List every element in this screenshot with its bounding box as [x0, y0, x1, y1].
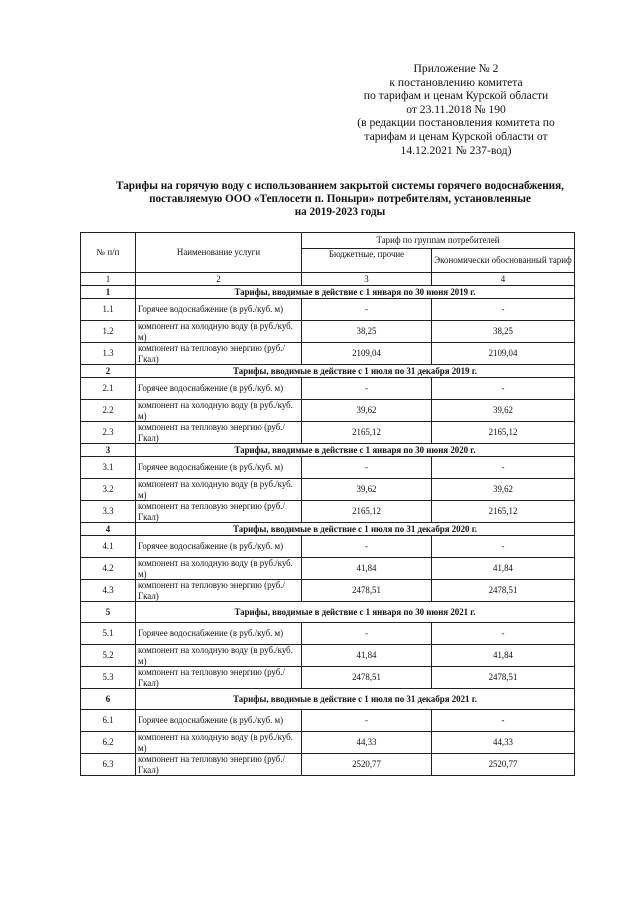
section-number: 1 — [81, 286, 136, 299]
table-row — [81, 422, 575, 444]
budget-other-value: 39,62 — [302, 400, 432, 422]
row-number: 2.2 — [81, 400, 136, 422]
section-title: Тарифы, вводимые в действие с 1 января по 30 июня 2020 г. — [136, 444, 575, 457]
table-row — [81, 710, 575, 732]
table-row — [81, 754, 575, 776]
row-number: 1.2 — [81, 321, 136, 343]
economic-tariff-value: - — [432, 710, 575, 732]
service-name: компонент на холодную воду (в руб./куб. м) — [136, 558, 302, 580]
service-name: компонент на тепловую энергию (руб./Гкал) — [136, 667, 302, 689]
budget-other-value: 2109,04 — [302, 343, 432, 365]
section-title: Тарифы, вводимые в действие с 1 января по 30 июня 2019 г. — [136, 286, 575, 299]
row-number: 3.3 — [81, 501, 136, 523]
row-number: 5.1 — [81, 623, 136, 645]
row-number: 4.2 — [81, 558, 136, 580]
row-number: 1.1 — [81, 299, 136, 321]
budget-other-value: 39,62 — [302, 479, 432, 501]
economic-tariff-value: 2165,12 — [432, 422, 575, 444]
economic-tariff-value: 41,84 — [432, 558, 575, 580]
column-index: 1 — [81, 273, 136, 286]
section-number: 5 — [81, 602, 136, 623]
section-title: Тарифы, вводимые в действие с 1 июля по 31 декабря 2021 г. — [136, 689, 575, 710]
economic-tariff-value: - — [432, 299, 575, 321]
budget-other-value: 2165,12 — [302, 501, 432, 523]
service-name: компонент на тепловую энергию (руб./Гкал) — [136, 754, 302, 776]
economic-tariff-value: - — [432, 536, 575, 558]
economic-tariff-value: 41,84 — [432, 645, 575, 667]
section-row — [81, 689, 575, 710]
budget-other-value: 44,33 — [302, 732, 432, 754]
service-name: компонент на холодную воду (в руб./куб. м) — [136, 479, 302, 501]
section-row — [81, 602, 575, 623]
appendix-line: Приложение № 2 — [413, 62, 499, 75]
row-number: 6.2 — [81, 732, 136, 754]
table-row — [81, 645, 575, 667]
economic-tariff-value: 2478,51 — [432, 667, 575, 689]
service-name: компонент на холодную воду (в руб./куб. м) — [136, 321, 302, 343]
tariff-table — [80, 232, 575, 776]
service-name: компонент на холодную воду (в руб./куб. м) — [136, 645, 302, 667]
service-name: компонент на холодную воду (в руб./куб. м) — [136, 732, 302, 754]
row-number: 4.3 — [81, 580, 136, 602]
economic-tariff-value: 2109,04 — [432, 343, 575, 365]
table-row — [81, 558, 575, 580]
section-title: Тарифы, вводимые в действие с 1 июля по 31 декабря 2020 г. — [136, 523, 575, 536]
table-row — [81, 400, 575, 422]
document-title — [60, 180, 620, 219]
section-row — [81, 444, 575, 457]
appendix-line: от 23.11.2018 № 190 — [406, 102, 506, 116]
table-row — [81, 299, 575, 321]
budget-other-value: - — [302, 378, 432, 400]
table-row — [81, 667, 575, 689]
table-row — [81, 580, 575, 602]
table-row — [81, 457, 575, 479]
service-name: компонент на тепловую энергию (руб./Гкал) — [136, 343, 302, 365]
budget-other-value: - — [302, 710, 432, 732]
service-name: компонент на тепловую энергию (руб./Гкал) — [136, 422, 302, 444]
table-row — [81, 378, 575, 400]
row-number: 3.1 — [81, 457, 136, 479]
economic-tariff-value: 39,62 — [432, 400, 575, 422]
economic-tariff-value: 39,62 — [432, 479, 575, 501]
economic-tariff-value: 2478,51 — [432, 580, 575, 602]
budget-other-value: - — [302, 299, 432, 321]
appendix-line: по тарифам и ценам Курской области — [363, 89, 549, 103]
row-number: 6.1 — [81, 710, 136, 732]
budget-other-value: - — [302, 623, 432, 645]
table-row — [81, 536, 575, 558]
column-index: 4 — [432, 273, 575, 286]
service-name: Горячее водоснабжение (в руб./куб. м) — [136, 457, 302, 479]
title-line: на 2019-2023 годы — [294, 206, 386, 218]
column-index: 3 — [302, 273, 432, 286]
row-number: 1.3 — [81, 343, 136, 365]
budget-other-value: 2478,51 — [302, 580, 432, 602]
service-name: компонент на тепловую энергию (руб./Гкал) — [136, 501, 302, 523]
appendix-block — [330, 62, 582, 157]
economic-tariff-value: - — [432, 623, 575, 645]
column-index: 2 — [136, 273, 302, 286]
section-row — [81, 365, 575, 378]
economic-tariff-value: 44,33 — [432, 732, 575, 754]
title-line: Тарифы на горячую воду с использованием закрытой системы горячего водоснабжения, — [116, 180, 564, 192]
economic-tariff-value: 2520,77 — [432, 754, 575, 776]
header-num: № п/п — [81, 233, 136, 273]
tariff-table-body — [81, 286, 575, 776]
section-title: Тарифы, вводимые в действие с 1 июля по 31 декабря 2019 г. — [136, 365, 575, 378]
economic-tariff-value: 38,25 — [432, 321, 575, 343]
appendix-line: к постановлению комитета — [389, 75, 523, 89]
economic-tariff-value: - — [432, 457, 575, 479]
section-number: 4 — [81, 523, 136, 536]
budget-other-value: 2520,77 — [302, 754, 432, 776]
column-index-row — [81, 273, 575, 286]
service-name: Горячее водоснабжение (в руб./куб. м) — [136, 710, 302, 732]
service-name: Горячее водоснабжение (в руб./куб. м) — [136, 299, 302, 321]
appendix-line: 14.12.2021 № 237-вод) — [400, 143, 512, 157]
table-row — [81, 321, 575, 343]
table-row — [81, 732, 575, 754]
budget-other-value: - — [302, 536, 432, 558]
table-row — [81, 479, 575, 501]
service-name: Горячее водоснабжение (в руб./куб. м) — [136, 536, 302, 558]
table-row — [81, 343, 575, 365]
budget-other-value: 41,84 — [302, 558, 432, 580]
row-number: 3.2 — [81, 479, 136, 501]
budget-other-value: 2478,51 — [302, 667, 432, 689]
service-name: Горячее водоснабжение (в руб./куб. м) — [136, 378, 302, 400]
section-number: 6 — [81, 689, 136, 710]
row-number: 5.2 — [81, 645, 136, 667]
header-tariff-group: Тариф по группам потребителей — [302, 233, 575, 249]
appendix-line: тарифам и ценам Курской области от — [364, 129, 548, 143]
economic-tariff-value: 2165,12 — [432, 501, 575, 523]
row-number: 2.3 — [81, 422, 136, 444]
row-number: 4.1 — [81, 536, 136, 558]
section-number: 3 — [81, 444, 136, 457]
budget-other-value: 41,84 — [302, 645, 432, 667]
section-number: 2 — [81, 365, 136, 378]
service-name: компонент на холодную воду (в руб./куб. м) — [136, 400, 302, 422]
section-row — [81, 523, 575, 536]
table-row — [81, 623, 575, 645]
row-number: 6.3 — [81, 754, 136, 776]
service-name: компонент на тепловую энергию (руб./Гкал) — [136, 580, 302, 602]
row-number: 2.1 — [81, 378, 136, 400]
table-row — [81, 501, 575, 523]
section-row — [81, 286, 575, 299]
header-budget-other: Бюджетные, прочие — [302, 249, 432, 273]
header-economic-tariff: Экономически обоснованный тариф — [432, 249, 575, 273]
service-name: Горячее водоснабжение (в руб./куб. м) — [136, 623, 302, 645]
section-title: Тарифы, вводимые в действие с 1 января по 30 июня 2021 г. — [136, 602, 575, 623]
budget-other-value: - — [302, 457, 432, 479]
title-line: поставляемую ООО «Теплосети п. Поныри» потребителям, установленные — [149, 193, 531, 205]
row-number: 5.3 — [81, 667, 136, 689]
economic-tariff-value: - — [432, 378, 575, 400]
header-service-name: Наименование услуги — [136, 233, 302, 273]
budget-other-value: 2165,12 — [302, 422, 432, 444]
budget-other-value: 38,25 — [302, 321, 432, 343]
appendix-line: (в редакции постановления комитета по — [357, 116, 555, 130]
